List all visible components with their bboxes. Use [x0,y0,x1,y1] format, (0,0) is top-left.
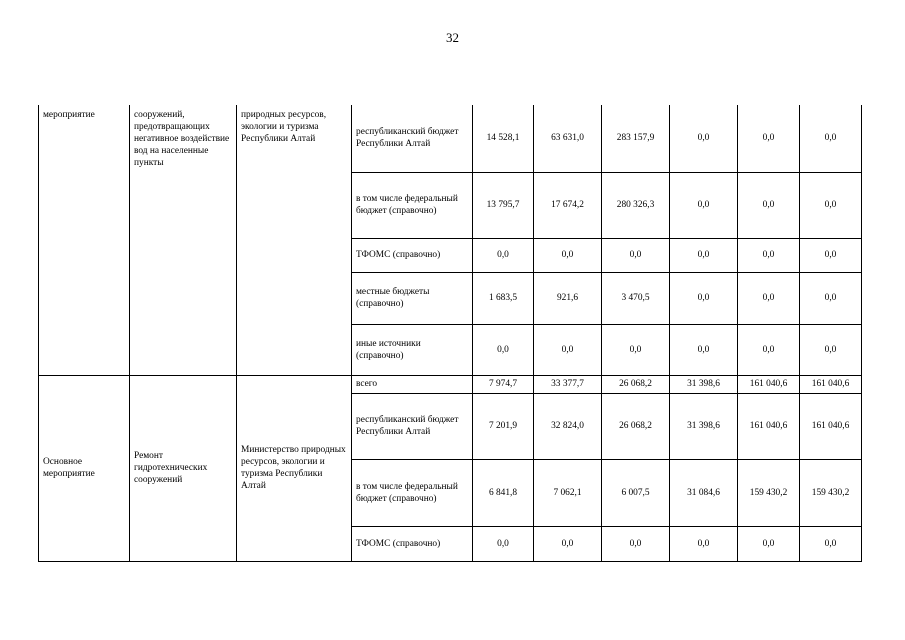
value-cell: 26 068,2 [602,375,670,393]
value-cell: 0,0 [473,526,534,561]
value-cell: 0,0 [800,324,862,375]
table-row [39,105,862,172]
value-cell: 161 040,6 [738,393,800,459]
table-body [39,105,862,561]
value-cell: 6 841,8 [473,459,534,526]
value-cell: 14 528,1 [473,105,534,172]
value-cell: 0,0 [800,526,862,561]
value-cell: 26 068,2 [602,393,670,459]
value-cell: 0,0 [670,526,738,561]
measure-type-cell: Основное мероприятие [39,375,130,561]
table-row [39,375,862,393]
value-cell: 31 398,6 [670,393,738,459]
value-cell: 0,0 [670,324,738,375]
executor-cell: Министерство природных ресурсов, экологии и туризма Республики Алтай [237,375,352,561]
value-cell: 0,0 [534,324,602,375]
value-cell: 0,0 [534,238,602,272]
value-cell: 159 430,2 [738,459,800,526]
value-cell: 0,0 [534,526,602,561]
value-cell: 1 683,5 [473,272,534,324]
value-cell: 0,0 [800,172,862,238]
measure-name-cell: сооружений, предотвращающих негативное воздействие вод на населенные пункты [130,105,237,375]
value-cell: 0,0 [738,172,800,238]
value-cell: 161 040,6 [800,393,862,459]
funding-source-cell: республиканский бюджет Республики Алтай [352,105,473,172]
value-cell: 33 377,7 [534,375,602,393]
value-cell: 0,0 [473,238,534,272]
funding-source-cell: республиканский бюджет Республики Алтай [352,393,473,459]
value-cell: 0,0 [602,324,670,375]
value-cell: 159 430,2 [800,459,862,526]
value-cell: 0,0 [602,526,670,561]
value-cell: 63 631,0 [534,105,602,172]
value-cell: 7 974,7 [473,375,534,393]
value-cell: 0,0 [670,238,738,272]
measure-type-cell: мероприятие [39,105,130,375]
value-cell: 6 007,5 [602,459,670,526]
value-cell: 283 157,9 [602,105,670,172]
value-cell: 0,0 [800,238,862,272]
value-cell: 0,0 [602,238,670,272]
value-cell: 3 470,5 [602,272,670,324]
value-cell: 0,0 [738,324,800,375]
executor-cell: природных ресурсов, экологии и туризма Республики Алтай [237,105,352,375]
funding-source-cell: всего [352,375,473,393]
value-cell: 161 040,6 [800,375,862,393]
value-cell: 921,6 [534,272,602,324]
value-cell: 0,0 [670,172,738,238]
value-cell: 0,0 [800,105,862,172]
value-cell: 0,0 [738,526,800,561]
value-cell: 7 062,1 [534,459,602,526]
measure-name-cell: Ремонт гидротехнических сооружений [130,375,237,561]
page-number: 32 [446,30,459,45]
value-cell: 31 398,6 [670,375,738,393]
value-cell: 32 824,0 [534,393,602,459]
value-cell: 0,0 [738,272,800,324]
value-cell: 17 674,2 [534,172,602,238]
value-cell: 0,0 [738,105,800,172]
funding-source-cell: ТФОМС (справочно) [352,238,473,272]
funding-source-cell: местные бюджеты (справочно) [352,272,473,324]
budget-table [38,105,862,562]
value-cell: 7 201,9 [473,393,534,459]
value-cell: 280 326,3 [602,172,670,238]
funding-source-cell: ТФОМС (справочно) [352,526,473,561]
value-cell: 161 040,6 [738,375,800,393]
funding-source-cell: в том числе федеральный бюджет (справочно) [352,172,473,238]
value-cell: 0,0 [738,238,800,272]
value-cell: 0,0 [473,324,534,375]
value-cell: 0,0 [800,272,862,324]
value-cell: 0,0 [670,105,738,172]
value-cell: 13 795,7 [473,172,534,238]
funding-source-cell: в том числе федеральный бюджет (справочно) [352,459,473,526]
funding-source-cell: иные источники (справочно) [352,324,473,375]
value-cell: 31 084,6 [670,459,738,526]
value-cell: 0,0 [670,272,738,324]
